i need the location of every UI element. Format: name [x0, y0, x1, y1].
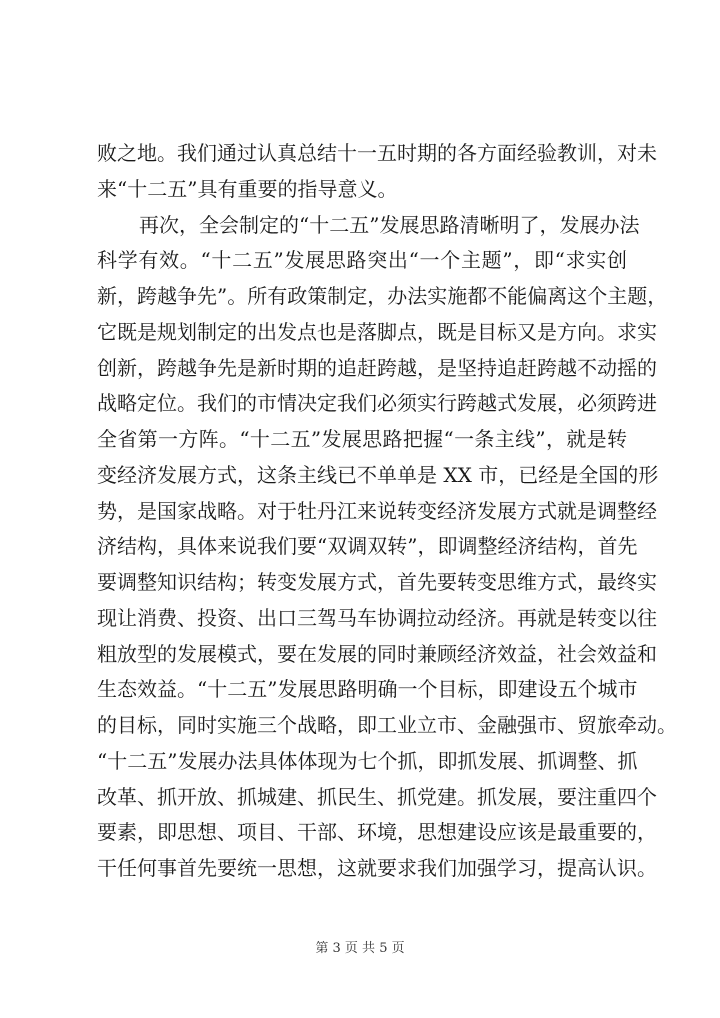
text-line: 全省第一方阵。“十二五”发展思路把握“一条主线”，就是转	[97, 427, 627, 451]
text-line: 再次，全会制定的“十二五”发展思路清晰明了，发展办法	[139, 212, 640, 237]
text-line: 现让消费、投资、出口三驾马车协调拉动经济。再就是转变以往	[97, 605, 657, 630]
text-line: 济结构，具体来说我们要“双调双转”，即调整经济结构，首先	[97, 534, 638, 559]
text-line: 粗放型的发展模式，要在发展的同时兼顾经济效益，社会效益和	[97, 641, 657, 666]
text-line: 来“十二五”具有重要的指导意义。	[97, 176, 398, 201]
text-line: 势，是国家战略。对于牡丹江来说转变经济发展方式就是调整经	[97, 498, 657, 523]
page-number-footer: 第 3 页 共 5 页	[315, 941, 405, 956]
text-line: 要素，即思想、项目、干部、环境，思想建设应该是最重要的，	[97, 820, 657, 845]
text-line: 变经济发展方式，这条主线已不单单是 XX 市，已经是全国的形	[97, 462, 659, 487]
text-line: 败之地。我们通过认真总结十一五时期的各方面经验教训，对未	[97, 141, 657, 165]
text-line: 科学有效。“十二五”发展思路突出“一个主题”，即“求实创	[97, 248, 627, 273]
text-line: 生态效益。“十二五”发展思路明确一个目标，即建设五个城市	[97, 677, 638, 702]
text-line: 干任何事首先要统一思想，这就要求我们加强学习，提高认识。	[97, 856, 657, 880]
text-line: 它既是规划制定的出发点也是落脚点，既是目标又是方向。求实	[97, 319, 657, 344]
text-line: 要调整知识结构；转变发展方式，首先要转变思维方式，最终实	[97, 570, 657, 594]
text-line: “十二五”发展办法具体体现为七个抓，即抓发展、抓调整、抓	[97, 748, 638, 773]
text-line: 战略定位。我们的市情决定我们必须实行跨越式发展，必须跨进	[97, 391, 657, 416]
text-line: 创新，跨越争先是新时期的追赶跨越，是坚持追赶跨越不动摇的	[97, 355, 657, 380]
text-line: 的目标，同时实施三个战略，即工业立市、金融强市、贸旅牵动。	[97, 713, 677, 737]
text-line: 改革、抓开放、抓城建、抓民生、抓党建。抓发展，要注重四个	[97, 784, 657, 809]
document-body	[97, 136, 677, 887]
text-line: 新，跨越争先”。所有政策制定，办法实施都不能偏离这个主题，	[97, 284, 668, 308]
